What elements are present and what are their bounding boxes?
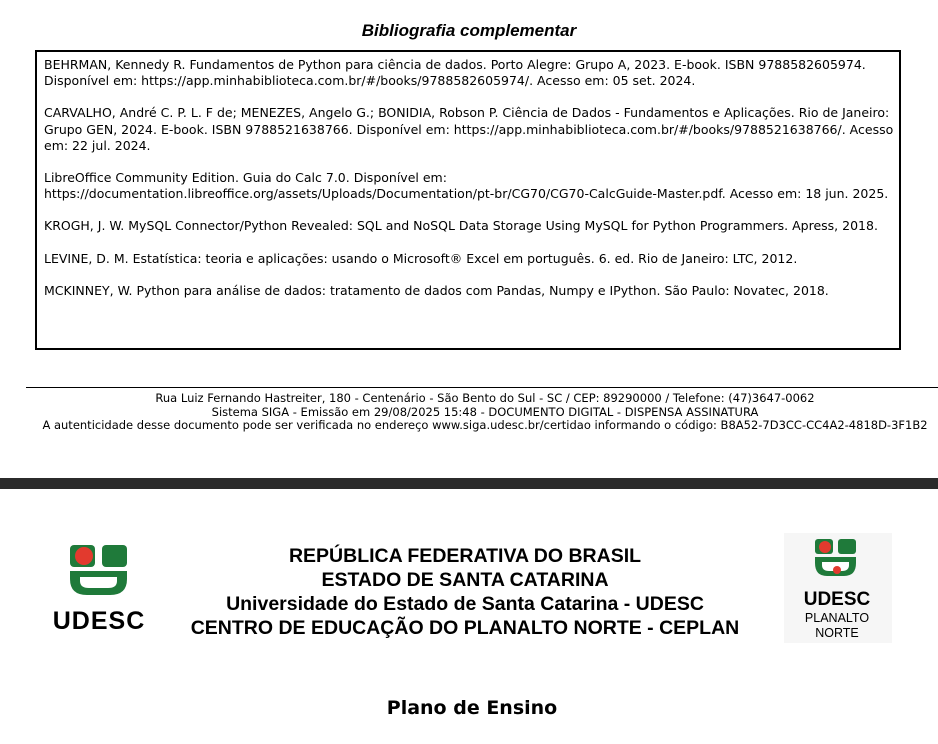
bibliography-entry: LibreOffice Community Edition. Guia do Calc 7.0. Disponível em: https://documentation.libreoffice.org/assets/Uploads/Documentation/pt-br/CG70/CG70-CalcGuide-Master.pdf. Acesso em: 18 jun. 2025. — [44, 170, 889, 202]
udesc-planalto-norte-logo — [784, 533, 892, 643]
bibliography-entry: KROGH, J. W. MySQL Connector/Python Revealed: SQL and NoSQL Data Storage Using MySQL for Python Programmers. Apress, 2018. — [44, 218, 878, 234]
bibliography-entry: MCKINNEY, W. Python para análise de dados: tratamento de dados com Pandas, Numpy e IPython. São Paulo: Novatec, 2018. — [44, 282, 829, 298]
footer-divider — [26, 387, 938, 388]
udesc-emblem-icon — [40, 542, 158, 632]
planalto-text: PLANALTO — [804, 611, 870, 625]
header-republic: REPÚBLICA FEDERATIVA DO BRASIL — [288, 545, 642, 567]
norte-text: NORTE — [815, 626, 859, 640]
udesc-logo-left — [40, 542, 158, 632]
udesc-emblem-icon — [784, 533, 892, 643]
footer-verification: A autenticidade desse documento pode ser verificada no endereço www.siga.udesc.br/certidao informando o código: B8A52-7D3CC-CC4A2-4818D-3F1B2 — [42, 418, 928, 432]
bibliography-entry: CARVALHO, André C. P. L. F de; MENEZES, Angelo G.; BONIDIA, Robson P. Ciência de Dados - Fundamentos e Aplicações. Rio de Janeiro: Grupo GEN, 2024. E-book. ISBN 9788521638766. Disponível em: https://app.minhabiblioteca.com.br/#/books/9788521638766/. Acesso em: 22 jul. 2024. — [44, 105, 894, 153]
bibliography-entry: BEHRMAN, Kennedy R. Fundamentos de Python para ciência de dados. Porto Alegre: Grupo A, 2023. E-book. ISBN 9788582605974. Disponível em: https://app.minhabiblioteca.com.br/#/books/9788582605974/. Acesso em: 05 set. 2024. — [44, 57, 866, 89]
footer-system-info: Sistema SIGA - Emissão em 29/08/2025 15:48 - DOCUMENTO DIGITAL - DISPENSA ASSINATURA — [211, 405, 759, 419]
bibliography-entry: LEVINE, D. M. Estatística: teoria e aplicações: usando o Microsoft® Excel em português. 6. ed. Rio de Janeiro: LTC, 2012. — [44, 250, 798, 266]
header-center: CENTRO DE EDUCAÇÃO DO PLANALTO NORTE - CEPLAN — [190, 617, 740, 639]
header-state: ESTADO DE SANTA CATARINA — [321, 569, 609, 591]
footer-address: Rua Luiz Fernando Hastreiter, 180 - Centenário - São Bento do Sul - SC / CEP: 89290000 / Telefone: (47)3647-0062 — [155, 391, 815, 405]
header-university: Universidade do Estado de Santa Catarina - UDESC — [226, 593, 704, 615]
udesc-logo-text: UDESC — [803, 589, 871, 610]
section-title: Bibliografia complementar — [361, 21, 577, 40]
page-separator-bar — [0, 478, 938, 489]
udesc-logo-text: UDESC — [52, 607, 146, 632]
bibliography-list — [44, 57, 895, 315]
document-title: Plano de Ensino — [386, 697, 558, 719]
bibliography-box — [35, 50, 901, 350]
